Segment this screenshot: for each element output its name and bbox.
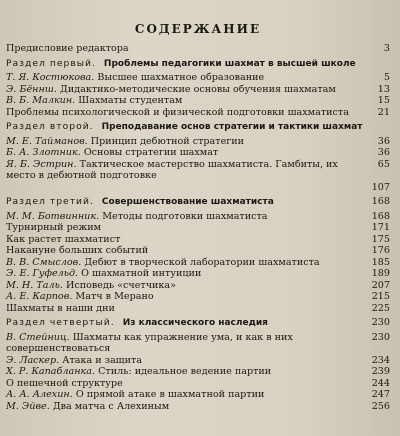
toc-section xyxy=(6,121,390,134)
toc-title: Шахматы в наши дни xyxy=(6,302,115,314)
toc-title: Предисловие редактора xyxy=(6,43,129,54)
toc-entry xyxy=(6,234,390,246)
section-label: Раздел второй. xyxy=(6,121,94,132)
toc-page: 21 xyxy=(377,106,390,118)
toc-entry xyxy=(6,303,390,315)
toc-author: М. Е. Тайманов. xyxy=(6,135,88,147)
toc-page: 107 xyxy=(371,181,390,193)
section-name: Преподавание основ стратегии и тактики шахмат xyxy=(101,122,363,132)
toc-title: Принцип дебютной стратегии xyxy=(90,135,245,147)
toc-page: 189 xyxy=(371,268,390,279)
toc-author: Б. А. Злотник. xyxy=(6,147,81,158)
toc-page: 5 xyxy=(383,72,390,83)
toc-entry xyxy=(6,378,390,390)
section-label: Раздел третий. xyxy=(6,196,94,207)
toc-title: Шахматы как упражнение ума, и как в них совершенствоваться xyxy=(6,331,293,354)
toc-page: 36 xyxy=(377,147,390,158)
toc-page: 185 xyxy=(371,256,390,268)
toc-title: О шахматной интуиции xyxy=(81,268,202,279)
toc-page: 247 xyxy=(371,389,390,400)
toc-page: 230 xyxy=(371,331,390,343)
toc-title: Методы подготовки шахматиста xyxy=(102,210,268,222)
toc-page: 225 xyxy=(371,302,390,314)
toc-title: Как растет шахматист xyxy=(6,233,121,245)
toc-title: Проблемы психологической и физической подготовки шахматиста xyxy=(6,106,349,118)
toc-author: Э. Е. Гуфельд. xyxy=(6,268,79,279)
section-name: Из классического наследия xyxy=(122,318,268,328)
toc-title: О прямой атаке в шахматной партии xyxy=(75,389,265,400)
toc-page: 3 xyxy=(383,43,390,54)
toc-author: М. Н. Таль. xyxy=(6,279,63,291)
toc-entry xyxy=(6,147,390,159)
toc-page: 230 xyxy=(371,317,390,328)
toc-entry xyxy=(6,182,390,194)
toc-title: Два матча с Алехиным xyxy=(52,400,170,412)
toc-title: Тактическое мастерство шахматиста. Гамбиты, их место в дебютной подготовке xyxy=(6,158,338,181)
section-label: Раздел первый. xyxy=(6,57,96,69)
toc-page: 168 xyxy=(371,210,390,222)
toc-page: 215 xyxy=(371,291,390,302)
toc-page: 65 xyxy=(377,158,390,170)
page-title: СОДЕРЖАНИЕ xyxy=(134,22,262,36)
toc-page: 234 xyxy=(371,354,390,366)
toc-title: Шахматы студентам xyxy=(78,95,183,106)
toc-entry xyxy=(6,268,390,280)
toc-author: Х. Р. Капабланка. xyxy=(6,366,96,377)
toc-author: М. М. Ботвинник. xyxy=(6,210,100,222)
toc-page: 171 xyxy=(371,222,390,233)
toc-title: Накануне больших событий xyxy=(6,245,149,256)
toc-entry xyxy=(6,401,390,413)
toc-author: Э. Бённш. xyxy=(6,83,57,95)
toc-page: 36 xyxy=(377,135,390,147)
table-of-contents xyxy=(6,43,390,412)
toc-entry xyxy=(6,95,390,107)
toc-entry xyxy=(6,245,390,257)
toc-title: Атака и защита xyxy=(62,354,142,366)
toc-entry xyxy=(6,84,390,96)
toc-page: 176 xyxy=(371,245,390,256)
toc-entry xyxy=(6,159,390,182)
toc-entry xyxy=(6,280,390,292)
toc-title: Высшее шахматное образование xyxy=(97,72,265,83)
toc-author: В. Б. Малкин. xyxy=(6,95,76,106)
section-name: Проблемы педагогики шахмат в высшей школе xyxy=(103,58,356,69)
toc-section xyxy=(6,58,390,71)
toc-page: 168 xyxy=(371,196,390,207)
toc-page: 239 xyxy=(371,366,390,377)
toc-title: Матч в Мерано xyxy=(75,291,154,302)
toc-title: Дидактико-методические основы обучения шахматам xyxy=(60,83,336,95)
toc-page: 256 xyxy=(371,400,390,412)
toc-entry xyxy=(6,222,390,234)
section-label: Раздел четвертый. xyxy=(6,317,115,328)
toc-title: Турнирный режим xyxy=(6,222,102,233)
toc-author: А. Е. Карпов. xyxy=(6,291,73,302)
toc-entry xyxy=(6,107,390,119)
toc-title: Исповедь «счетчика» xyxy=(65,279,177,291)
toc-entry xyxy=(6,366,390,378)
toc-entry xyxy=(6,72,390,84)
toc-entry xyxy=(6,211,390,223)
toc-author: М. Эйве. xyxy=(6,400,50,412)
toc-page: 15 xyxy=(377,95,390,106)
toc-entry xyxy=(6,291,390,303)
toc-author: А. А. Алехин. xyxy=(6,389,73,400)
toc-page: 13 xyxy=(377,83,390,95)
toc-section xyxy=(6,317,390,330)
toc-title: Основы стратегии шахмат xyxy=(83,147,219,158)
toc-title: Дебют в творческой лаборатории шахматиста xyxy=(84,256,320,268)
toc-page: 175 xyxy=(371,233,390,245)
toc-entry xyxy=(6,136,390,148)
toc-title: О пешечной структуре xyxy=(6,377,123,389)
toc-section xyxy=(6,196,390,209)
toc-entry xyxy=(6,355,390,367)
toc-author: Я. Б. Эстрин. xyxy=(6,158,77,170)
toc-page: 244 xyxy=(371,377,390,389)
toc-entry xyxy=(6,389,390,401)
toc-author: Т. Я. Костюкова. xyxy=(6,72,95,83)
toc-title: Стиль: идеальное ведение партии xyxy=(98,366,272,377)
toc-page: 207 xyxy=(371,279,390,291)
section-name: Совершенствование шахматиста xyxy=(101,197,274,207)
toc-entry xyxy=(6,332,390,355)
toc-author: В. В. Смыслов. xyxy=(6,256,82,268)
toc-author: Э. Ласкер. xyxy=(6,354,60,366)
toc-author: В. Стейниц. xyxy=(6,331,70,343)
toc-entry xyxy=(6,43,390,55)
toc-entry xyxy=(6,257,390,269)
